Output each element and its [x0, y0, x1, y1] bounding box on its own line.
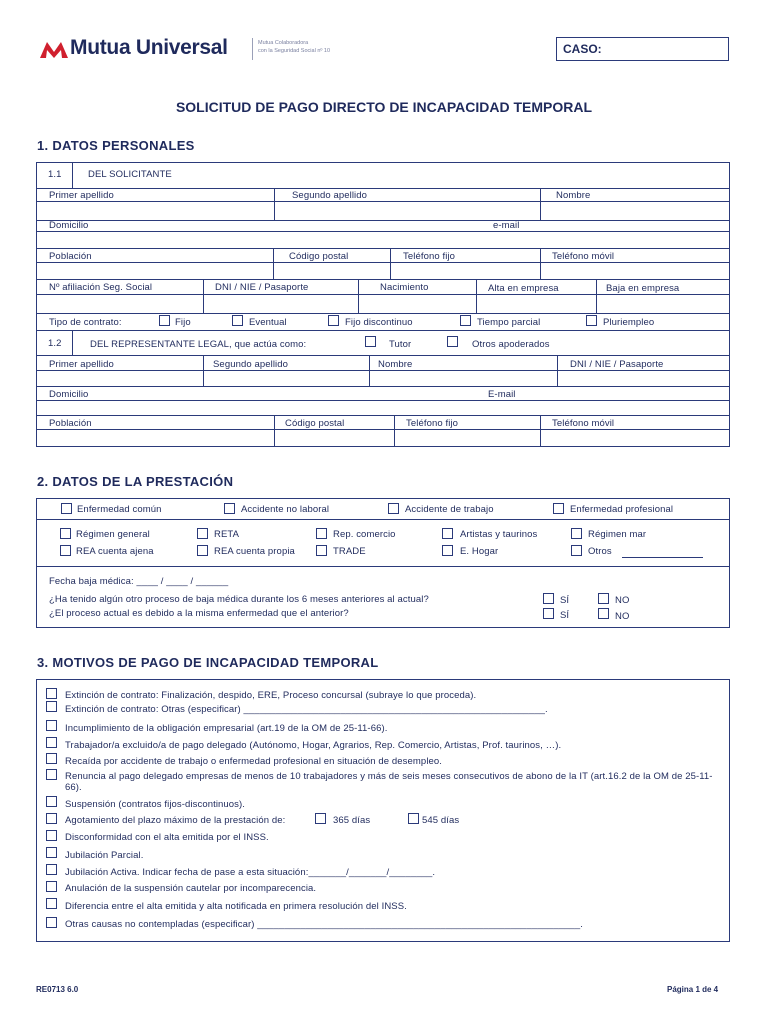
checkbox-motivo-14[interactable]	[46, 917, 57, 928]
label-artistas-taurinos: Artistas y taurinos	[460, 529, 538, 540]
checkbox-motivo-12[interactable]	[46, 881, 57, 892]
checkbox-q1-no[interactable]	[598, 593, 609, 604]
checkbox-motivo-11[interactable]	[46, 864, 57, 875]
form-code: RE0713 6.0	[36, 985, 79, 994]
label-q1-no: NO	[615, 595, 630, 606]
label-q2-no: NO	[615, 611, 630, 622]
label-nombre: Nombre	[556, 190, 591, 201]
label-domicilio: Domicilio	[49, 220, 89, 231]
mutua-logo-icon	[40, 40, 68, 58]
checkbox-tutor[interactable]	[365, 336, 376, 347]
label-rep-dni: DNI / NIE / Pasaporte	[570, 359, 664, 370]
motivo-1: Extinción de contrato: Finalización, despido, ERE, Proceso concursal (subraye lo que proceda).	[65, 690, 477, 701]
label-primer-apellido: Primer apellido	[49, 190, 114, 201]
checkbox-motivo-8[interactable]	[46, 813, 57, 824]
checkbox-enfermedad-profesional[interactable]	[553, 503, 564, 514]
label-fijo: Fijo	[175, 317, 191, 328]
motivo-14: Otras causas no contempladas (especificar) ____________________________________________________________.	[65, 919, 584, 930]
label-rea-cuenta-ajena: REA cuenta ajena	[76, 546, 154, 557]
label-afiliacion: Nº afiliación Seg. Social	[49, 282, 153, 293]
label-rep-primer-apellido: Primer apellido	[49, 359, 114, 370]
label-trade: TRADE	[333, 546, 366, 557]
label-nacimiento: Nacimiento	[380, 282, 429, 293]
label-q2-si: SÍ	[560, 610, 570, 621]
label-fijo-discontinuo: Fijo discontinuo	[345, 317, 413, 328]
sub1-number: 1.1	[48, 169, 62, 180]
checkbox-motivo-6[interactable]	[46, 769, 57, 780]
checkbox-accidente-no-laboral[interactable]	[224, 503, 235, 514]
label-rep-nombre: Nombre	[378, 359, 413, 370]
label-baja-empresa: Baja en empresa	[606, 283, 680, 294]
page-title: SOLICITUD DE PAGO DIRECTO DE INCAPACIDAD TEMPORAL	[175, 99, 593, 115]
checkbox-otros[interactable]	[571, 545, 582, 556]
checkbox-regimen-mar[interactable]	[571, 528, 582, 539]
label-otros: Otros	[588, 546, 612, 557]
motivo-2: Extinción de contrato: Otras (especificar) ________________________________________________________.	[65, 704, 548, 715]
checkbox-motivo-5[interactable]	[46, 753, 57, 764]
motivo-13: Diferencia entre el alta emitida y alta notificada en primera resolución del INSS.	[65, 901, 407, 912]
checkbox-motivo-10[interactable]	[46, 847, 57, 858]
label-regimen-mar: Régimen mar	[588, 529, 647, 540]
label-eventual: Eventual	[249, 317, 287, 328]
checkbox-motivo-7[interactable]	[46, 796, 57, 807]
label-rea-cuenta-propia: REA cuenta propia	[214, 546, 295, 557]
motivo-7: Suspensión (contratos fijos-discontinuos).	[65, 799, 246, 810]
checkbox-trade[interactable]	[316, 545, 327, 556]
otros-specify-line[interactable]	[622, 557, 703, 558]
motivo-12: Anulación de la suspensión cautelar por incomparecencia.	[65, 883, 317, 894]
label-segundo-apellido: Segundo apellido	[292, 190, 368, 201]
label-dni: DNI / NIE / Pasaporte	[215, 282, 309, 293]
label-e-hogar: E. Hogar	[460, 546, 499, 557]
label-rep-email: E-mail	[488, 389, 516, 400]
checkbox-q1-si[interactable]	[543, 593, 554, 604]
checkbox-regimen-general[interactable]	[60, 528, 71, 539]
checkbox-motivo-3[interactable]	[46, 720, 57, 731]
label-rep-comercio: Rep. comercio	[333, 529, 396, 540]
motivo-10: Jubilación Parcial.	[65, 850, 144, 861]
checkbox-motivo-1[interactable]	[46, 688, 57, 699]
label-365-dias: 365 días	[333, 815, 371, 826]
label-q1-si: SÍ	[560, 595, 570, 606]
fecha-baja-medica[interactable]: Fecha baja médica: ____ / ____ / ______	[49, 576, 229, 587]
label-545-dias: 545 días	[422, 815, 460, 826]
label-tipo-contrato: Tipo de contrato:	[49, 317, 122, 328]
sub1-label: DEL SOLICITANTE	[88, 169, 172, 180]
motivo-4: Trabajador/a excluido/a de pago delegado (Autónomo, Hogar, Agrarios, Rep. Comercio, Artistas, Prof. taurinos, …).	[65, 740, 562, 751]
label-codigo-postal: Código postal	[289, 251, 349, 262]
label-rep-domicilio: Domicilio	[49, 389, 89, 400]
sub2-label: DEL REPRESENTANTE LEGAL, que actúa como:	[90, 339, 307, 350]
checkbox-fijo[interactable]	[159, 315, 170, 326]
checkbox-fijo-discontinuo[interactable]	[328, 315, 339, 326]
label-alta-empresa: Alta en empresa	[488, 283, 559, 294]
sub2-number: 1.2	[48, 338, 62, 349]
label-email: e-mail	[493, 220, 520, 231]
caso-field[interactable]	[556, 37, 729, 61]
pregunta-otro-proceso: ¿Ha tenido algún otro proceso de baja médica durante los 6 meses anteriores al actual?	[49, 594, 429, 605]
caso-label: CASO:	[563, 42, 602, 56]
motivo-5: Recaída por accidente de trabajo o enfermedad profesional en situación de desempleo.	[65, 756, 443, 767]
section-2-title: 2. DATOS DE LA PRESTACIÓN	[37, 474, 234, 489]
checkbox-motivo-9[interactable]	[46, 830, 57, 841]
checkbox-reta[interactable]	[197, 528, 208, 539]
checkbox-545-dias[interactable]	[408, 813, 419, 824]
page-number: Página 1 de 4	[667, 985, 719, 994]
motivo-6: Renuncia al pago delegado empresas de menos de 10 trabajadores y más de seis meses consecutivos de abono de la IT (art.16.2 de la OM de 25-11-66).	[65, 771, 713, 793]
checkbox-pluriempleo[interactable]	[586, 315, 597, 326]
checkbox-otros-apoderados[interactable]	[447, 336, 458, 347]
label-tiempo-parcial: Tiempo parcial	[477, 317, 541, 328]
checkbox-rea-cuenta-propia[interactable]	[197, 545, 208, 556]
label-rep-poblacion: Población	[49, 418, 92, 429]
label-rep-telefono-movil: Teléfono móvil	[552, 418, 615, 429]
label-enfermedad-profesional: Enfermedad profesional	[570, 504, 674, 515]
label-telefono-movil: Teléfono móvil	[552, 251, 615, 262]
checkbox-artistas-taurinos[interactable]	[442, 528, 453, 539]
label-rep-segundo-apellido: Segundo apellido	[213, 359, 289, 370]
label-rep-codigo-postal: Código postal	[285, 418, 345, 429]
checkbox-motivo-2[interactable]	[46, 701, 57, 712]
checkbox-q2-si[interactable]	[543, 608, 554, 619]
logo-tagline-2: con la Seguridad Social nº 10	[258, 48, 331, 54]
section-1-table	[36, 162, 730, 447]
checkbox-e-hogar[interactable]	[442, 545, 453, 556]
label-accidente-no-laboral: Accidente no laboral	[241, 504, 330, 515]
section-3-title: 3. MOTIVOS DE PAGO DE INCAPACIDAD TEMPORAL	[37, 655, 379, 670]
motivo-8: Agotamiento del plazo máximo de la prestación de:	[65, 815, 286, 826]
label-rep-telefono-fijo: Teléfono fijo	[406, 418, 459, 429]
pregunta-misma-enfermedad: ¿El proceso actual es debido a la misma enfermedad que el anterior?	[49, 608, 349, 619]
section-1-title: 1. DATOS PERSONALES	[37, 138, 195, 153]
checkbox-rep-comercio[interactable]	[316, 528, 327, 539]
label-regimen-general: Régimen general	[76, 529, 150, 540]
motivo-3: Incumplimiento de la obligación empresarial (art.19 de la OM de 25-11-66).	[65, 723, 388, 734]
label-accidente-trabajo: Accidente de trabajo	[405, 504, 494, 515]
motivo-11: Jubilación Activa. Indicar fecha de pase a esta situación:_______/_______/________.	[65, 867, 436, 878]
label-tutor: Tutor	[389, 339, 412, 350]
label-pluriempleo: Pluriempleo	[603, 317, 655, 328]
logo	[40, 36, 360, 66]
checkbox-q2-no[interactable]	[598, 608, 609, 619]
logo-text: Mutua Universal	[70, 36, 228, 59]
checkbox-motivo-4[interactable]	[46, 737, 57, 748]
label-poblacion: Población	[49, 251, 92, 262]
motivo-9: Disconformidad con el alta emitida por el INSS.	[65, 832, 269, 843]
label-otros-apoderados: Otros apoderados	[472, 339, 550, 350]
label-telefono-fijo: Teléfono fijo	[403, 251, 456, 262]
checkbox-enfermedad-comun[interactable]	[61, 503, 72, 514]
label-enfermedad-comun: Enfermedad común	[77, 504, 162, 515]
checkbox-tiempo-parcial[interactable]	[460, 315, 471, 326]
checkbox-accidente-trabajo[interactable]	[388, 503, 399, 514]
checkbox-rea-cuenta-ajena[interactable]	[60, 545, 71, 556]
checkbox-eventual[interactable]	[232, 315, 243, 326]
label-reta: RETA	[214, 529, 240, 540]
logo-tagline-1: Mutua Colaboradora	[258, 40, 309, 46]
checkbox-365-dias[interactable]	[315, 813, 326, 824]
checkbox-motivo-13[interactable]	[46, 898, 57, 909]
